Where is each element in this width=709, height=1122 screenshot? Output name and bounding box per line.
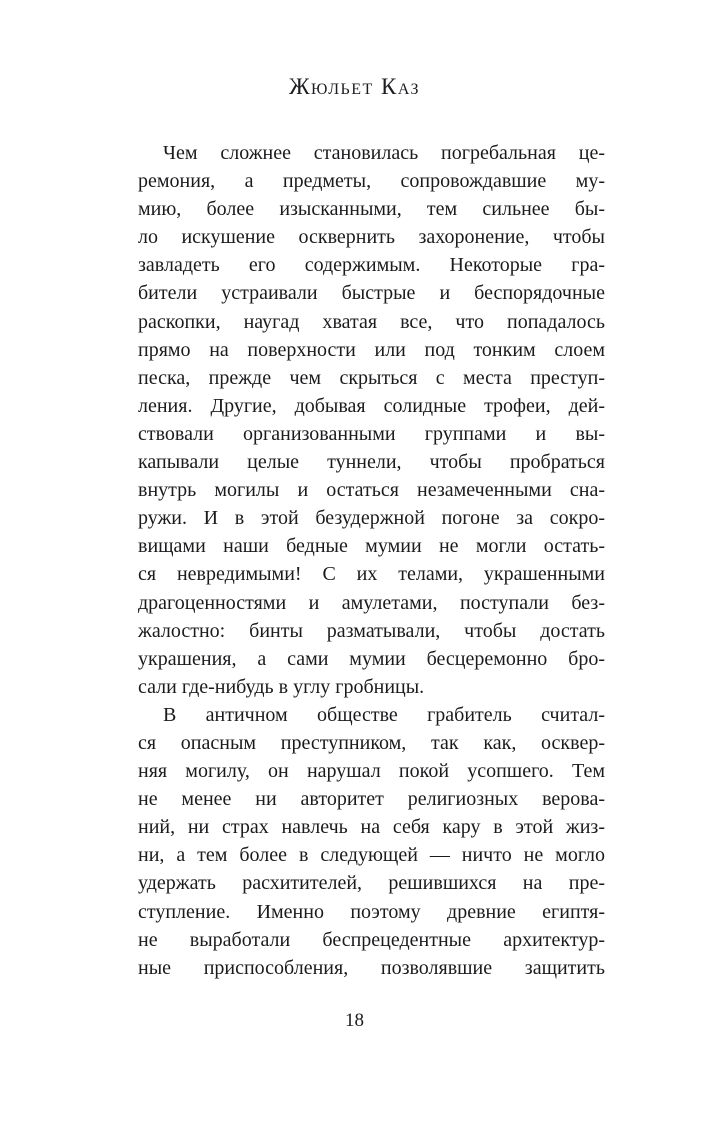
text-line: ремония, а предметы, сопровождавшие му- (138, 170, 605, 193)
text-line: ступление. Именно поэтому древние египтя- (138, 900, 605, 923)
body-text (138, 139, 605, 982)
text-line: В античном обществе грабитель считал- (163, 703, 605, 726)
page-number: 18 (345, 1010, 364, 1031)
text-line: сали где-нибудь в углу гробницы. (138, 675, 425, 698)
text-line: бители устраивали быстрые и беспорядочные (138, 282, 605, 305)
text-line: не выработали беспрецедентные архитектур- (138, 928, 605, 951)
text-line: ло искушение осквернить захоронение, чтобы (138, 226, 605, 249)
text-line: ления. Другие, добывая солидные трофеи, дей- (138, 394, 605, 417)
text-line: внутрь могилы и остаться незамеченными сна- (138, 479, 605, 502)
text-line: ни, а тем более в следующей — ничто не могло (138, 844, 605, 867)
text-line: не менее ни авторитет религиозных верова- (138, 788, 605, 811)
text-line: ся невредимыми! С их телами, украшенными (138, 563, 605, 586)
text-line: драгоценностями и амулетами, поступали без- (138, 591, 605, 614)
text-line: Чем сложнее становилась погребальная це- (163, 142, 605, 164)
text-line: прямо на поверхности или под тонким слоем (138, 338, 605, 361)
running-header-author: Жюльет Каз (288, 74, 421, 99)
text-line: песка, прежде чем скрыться с места преступ- (138, 366, 605, 389)
text-line: мию, более изысканными, тем сильнее бы- (138, 198, 605, 221)
text-line: капывали целые туннели, чтобы пробраться (138, 451, 605, 474)
text-line: вищами наши бедные мумии не могли остать- (138, 535, 605, 558)
text-line: няя могилу, он нарушал покой усопшего. Тем (138, 760, 605, 783)
text-line: раскопки, наугад хватая все, что попадалось (138, 310, 605, 333)
text-line: ствовали организованными группами и вы- (138, 422, 605, 445)
text-line: ний, ни страх навлечь на себя кару в этой жиз- (138, 816, 605, 839)
text-line: ные приспособления, позволявшие защитить (138, 956, 605, 979)
text-line: украшения, а сами мумии бесцеремонно бро- (138, 647, 605, 670)
text-line: завладеть его содержимым. Некоторые гра- (138, 254, 605, 277)
text-line: ся опасным преступником, так как, осквер- (138, 731, 605, 754)
text-line: удержать расхитителей, решившихся на пре- (138, 872, 605, 895)
text-line: жалостно: бинты разматывали, чтобы достать (138, 619, 605, 642)
text-line: ружи. И в этой безудержной погоне за сокро- (138, 507, 605, 530)
